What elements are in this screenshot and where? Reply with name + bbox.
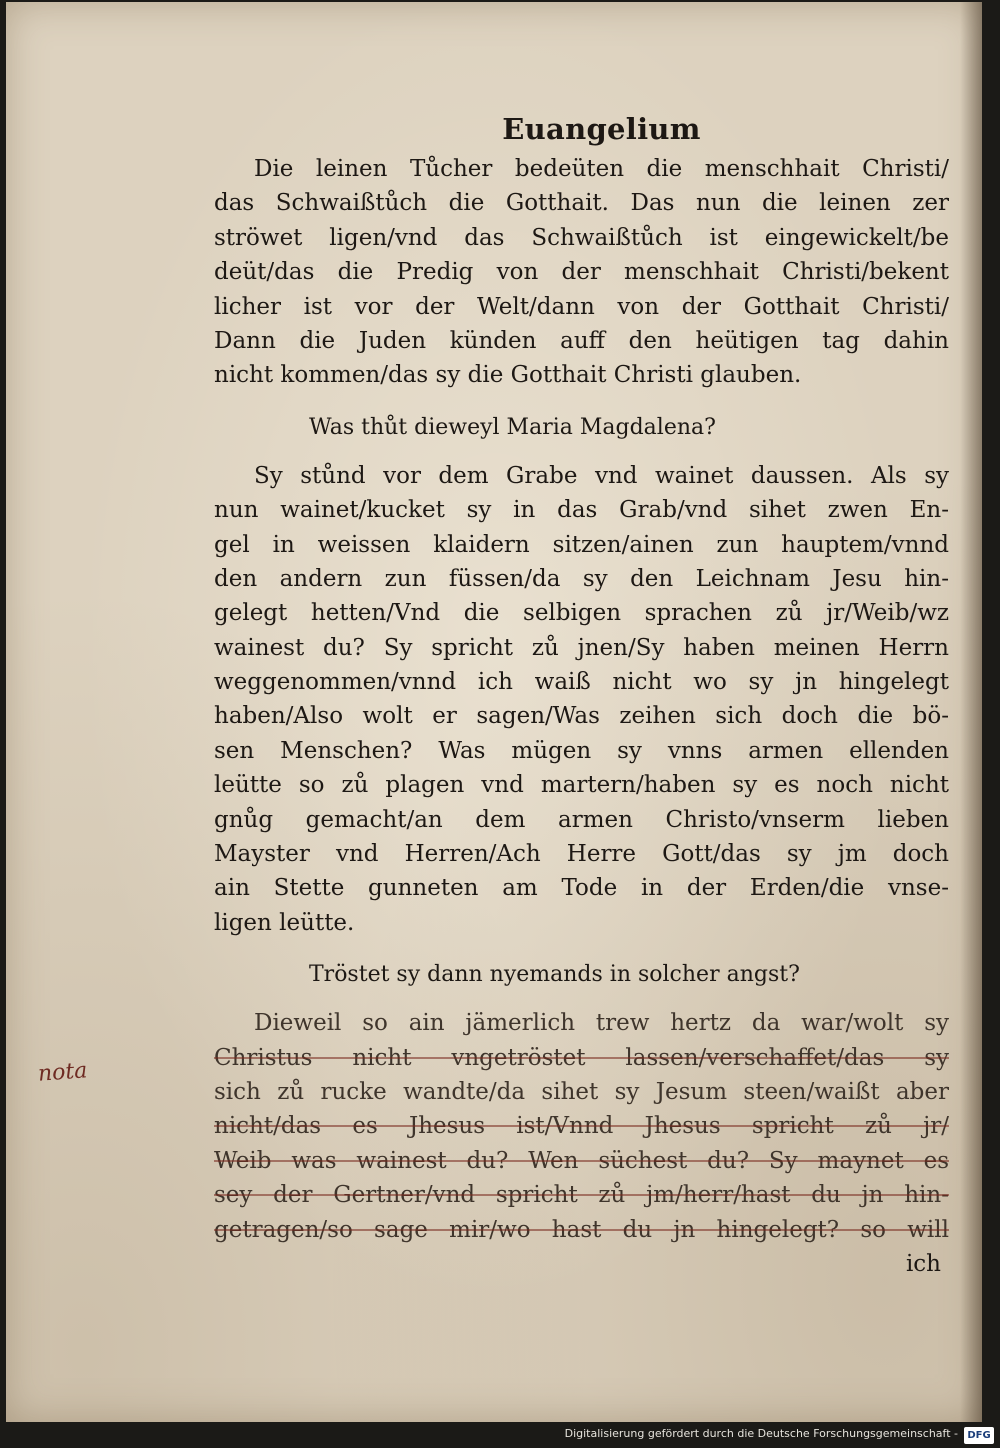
paragraph-1 [214, 152, 949, 393]
paragraph-3 [214, 1006, 949, 1247]
text-line-struck: Christus nicht vngetröstet lassen/verschaffet/das sy [214, 1044, 949, 1071]
catchword: ich [905, 1250, 941, 1277]
funding-credit: Digitalisierung gefördert durch die Deutsche Forschungsgemeinschaft - [564, 1427, 958, 1440]
text-line: sich zů rucke wandte/da sihet sy Jesum steen/waißt aber [214, 1078, 949, 1105]
text-line: den andern zun füssen/da sy den Leichnam Jesu hin- [214, 565, 949, 592]
text-line: sen Menschen? Was mügen sy vnns armen ellenden [214, 737, 949, 764]
text-line: gel in weissen klaidern sitzen/ainen zun hauptem/vnnd [214, 531, 949, 558]
text-line: licher ist vor der Welt/dann von der Gotthait Christi/ [214, 293, 949, 320]
text-line-struck: Weib was wainest du? Wen süchest du? Sy maynet es [214, 1147, 949, 1174]
text-line: nicht kommen/das sy die Gotthait Christi glauben. [214, 362, 802, 389]
text-line: deüt/das die Predig von der menschhait Christi/bekent [214, 259, 949, 286]
text-line: weggenommen/vnnd ich waiß nicht wo sy jn hingelegt [214, 669, 949, 696]
section-heading: Tröstet sy dann nyemands in solcher angst? [309, 962, 800, 988]
dfg-logo: DFG [964, 1427, 994, 1444]
text-line: gnůg gemacht/an dem armen Christo/vnserm lieben [214, 806, 949, 833]
text-line: leütte so zů plagen vnd martern/haben sy es noch nicht [214, 772, 949, 799]
text-line-struck: nicht/das es Jhesus ist/Vnnd Jhesus spricht zů jr/ [214, 1113, 949, 1140]
text-line: haben/Also wolt er sagen/Was zeihen sich doch die bö- [214, 703, 949, 730]
text-line: gelegt hetten/Vnd die selbigen sprachen zů jr/Weib/wz [214, 600, 949, 627]
running-head: Euangelium [502, 112, 701, 146]
paragraph-2 [214, 459, 949, 940]
text-line: Dann die Juden künden auff den heütigen tag dahin [214, 327, 949, 354]
text-block [214, 110, 949, 1281]
margin-note: nota [37, 1058, 89, 1087]
text-line: nun wainet/kucket sy in das Grab/vnd sihet zwen En- [214, 497, 949, 524]
text-line-struck: getragen/so sage mir/wo hast du jn hingelegt? so will [214, 1216, 949, 1243]
text-line: Mayster vnd Herren/Ach Herre Gott/das sy jm doch [214, 841, 949, 868]
page-spine-shadow [960, 2, 982, 1422]
text-line: ain Stette gunneten am Tode in der Erden/die vnse- [214, 875, 949, 902]
text-line: Dieweil so ain jämerlich trew hertz da war/wolt sy [254, 1010, 949, 1037]
section-heading: Was thůt dieweyl Maria Magdalena? [309, 414, 716, 440]
text-line: ströwet ligen/vnd das Schwaißtůch ist eingewickelt/be [214, 224, 949, 251]
text-line-struck: sey der Gertner/vnd spricht zů jm/herr/hast du jn hin- [214, 1182, 949, 1209]
text-line: das Schwaißtůch die Gotthait. Das nun die leinen zer [214, 190, 949, 217]
text-line: wainest du? Sy spricht zů jnen/Sy haben meinen Herrn [214, 634, 949, 661]
text-line: Die leinen Tůcher bedeüten die menschhait Christi/ [254, 156, 949, 182]
footer-bar [0, 1424, 1000, 1448]
book-page [6, 2, 982, 1422]
text-line: Sy stůnd vor dem Grabe vnd wainet daussen. Als sy [254, 462, 949, 489]
text-line: ligen leütte. [214, 909, 355, 936]
